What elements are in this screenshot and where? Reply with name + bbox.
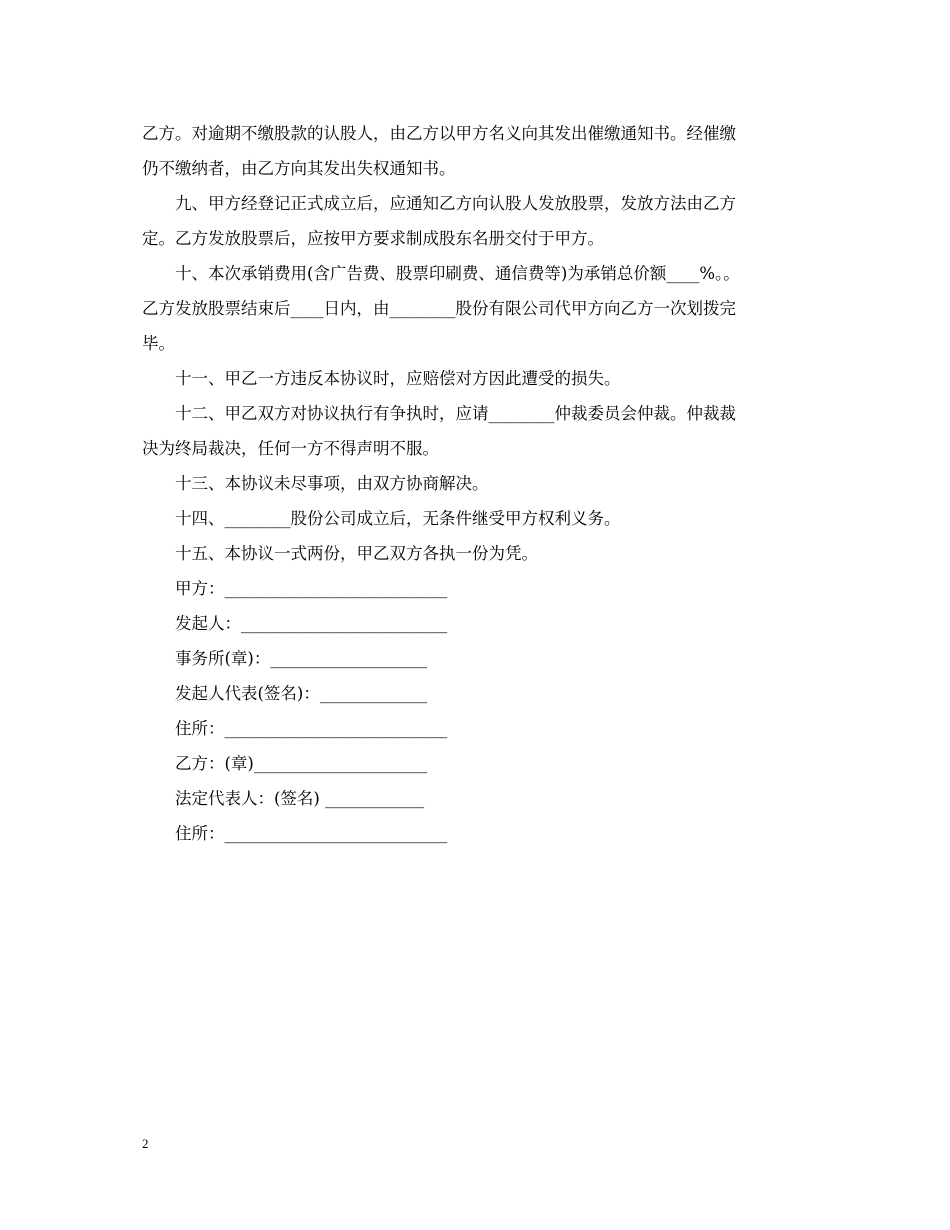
clause-12-line-2: 决为终局裁决，任何一方不得声明不服。 (142, 439, 439, 458)
paragraph-continuation-line-2: 仍不缴纳者，由乙方向其发出失权通知书。 (142, 159, 456, 178)
signature-office-seal: 事务所(章)：___________________ (175, 649, 428, 668)
clause-11-line-1: 十一、甲乙一方违反本协议时，应赔偿对方因此遭受的损失。 (175, 369, 621, 388)
clause-10-line-3: 毕。 (142, 334, 175, 353)
signature-party-b-seal: 乙方：(章)_____________________ (175, 754, 428, 773)
page-number: 2 (142, 1136, 149, 1151)
signature-initiator-representative: 发起人代表(签名)：_____________ (175, 684, 428, 703)
clause-9-line-2: 定。乙方发放股票后，应按甲方要求制成股东名册交付于甲方。 (142, 229, 604, 248)
clause-10-line-2: 乙方发放股票结束后____日内，由________股份有限公司代甲方向乙方一次划拨完 (142, 299, 736, 318)
clause-15-line-1: 十五、本协议一式两份，甲乙双方各执一份为凭。 (175, 544, 538, 563)
document-body (142, 116, 812, 851)
signature-party-b-address: 住所：___________________________ (175, 824, 448, 843)
clause-14-line-1: 十四、________股份公司成立后，无条件继受甲方权利义务。 (175, 509, 621, 528)
signature-party-a: 甲方：___________________________ (175, 579, 448, 598)
signature-party-a-address: 住所：___________________________ (175, 719, 448, 738)
signature-initiator: 发起人：_________________________ (175, 614, 448, 633)
signature-legal-representative: 法定代表人：(签名) ____________ (175, 789, 425, 808)
clause-10-line-1: 十、本次承销费用(含广告费、股票印刷费、通信费等)为承销总价额____%。。 (175, 264, 740, 283)
paragraph-continuation-line-1: 乙方。对逾期不缴股款的认股人，由乙方以甲方名义向其发出催缴通知书。经催缴 (142, 124, 736, 143)
clause-12-line-1: 十二、甲乙双方对协议执行有争执时，应请________仲裁委员会仲裁。仲裁裁 (175, 404, 736, 423)
clause-13-line-1: 十三、本协议未尽事项，由双方协商解决。 (175, 474, 489, 493)
clause-9-line-1: 九、甲方经登记正式成立后，应通知乙方向认股人发放股票，发放方法由乙方 (175, 194, 736, 213)
